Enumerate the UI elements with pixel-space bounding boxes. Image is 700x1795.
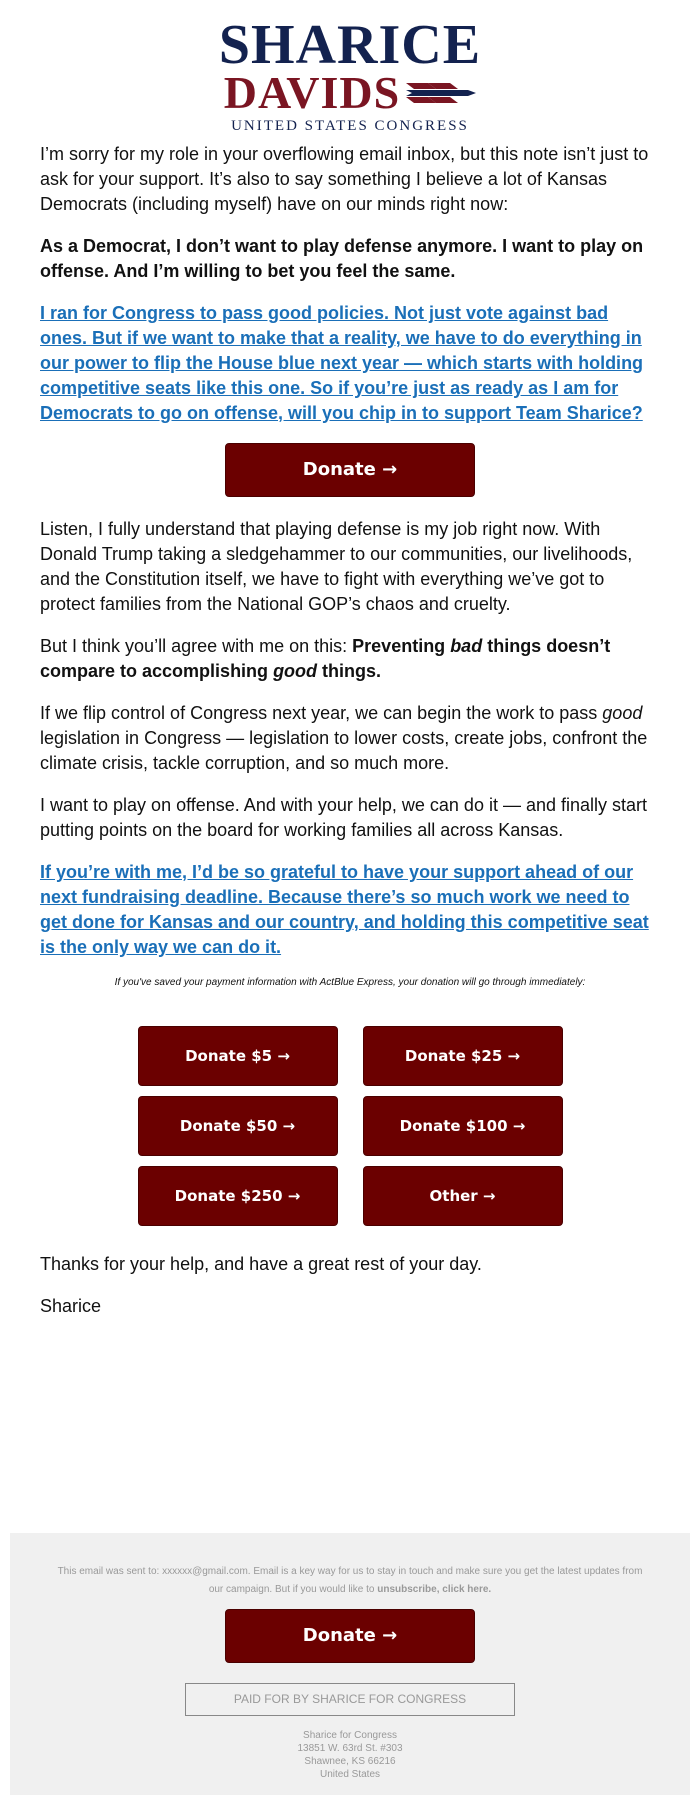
paragraph-offense: As a Democrat, I don’t want to play defense anymore. I want to play on offense. And I’m willing to bet you feel the same.: [40, 236, 644, 281]
paragraph-intro: I’m sorry for my role in your overflowing email inbox, but this note isn’t just to ask for your support. It’s also to say something I believe a lot of Kansas Democrats (including myself) have on our minds right now:: [40, 144, 649, 214]
logo-last-name: DAVIDS: [223, 67, 401, 118]
signature: Sharice: [40, 1296, 102, 1316]
donate-250-button[interactable]: Donate $250 →: [138, 1166, 338, 1226]
donate-100-button[interactable]: Donate $100 →: [363, 1096, 563, 1156]
paragraph-play-offense: I want to play on offense. And with your help, we can do it — and finally start putting points on the board for working families all across Kansas.: [40, 795, 648, 840]
logo-subtitle: UNITED STATES CONGRESS: [231, 118, 469, 134]
donate-other-button[interactable]: Other →: [363, 1166, 563, 1226]
unsubscribe-link[interactable]: unsubscribe, click here.: [377, 1584, 492, 1595]
chevron-arrows-icon: [406, 81, 476, 105]
campaign-logo: [0, 14, 700, 135]
email-footer: [10, 1533, 690, 1795]
paragraph-closing: Thanks for your help, and have a great rest of your day.: [40, 1254, 482, 1274]
recipient-email: xxxxxx@gmail.com: [162, 1566, 248, 1577]
donate-amount-grid: [40, 1026, 660, 1226]
mailing-address: Sharice for Congress 13851 W. 63rd St. #303 Shawnee, KS 66216 United States: [297, 1730, 403, 1780]
donate-25-button[interactable]: Donate $25 →: [363, 1026, 563, 1086]
paragraph-defense: Listen, I fully understand that playing defense is my job right now. With Donald Trump taking a sledgehammer to our communities, our livelihoods, and the Constitution itself, we have to fight with everything we’ve got to protect families from the National GOP’s chaos and cruelty.: [40, 519, 633, 614]
link-chip-in[interactable]: I ran for Congress to pass good policies. Not just vote against bad ones. But if we want to make that a reality, we have to do everything in our power to flip the House blue next year — which starts with holding competitive seats like this one. So if you’re just as ready as I am for Democrats to go on offense, will you chip in to support Team Sharice?: [40, 303, 644, 423]
logo-first-name: SHARICE: [218, 14, 482, 76]
donate-50-button[interactable]: Donate $50 →: [138, 1096, 338, 1156]
footer-disclaimer: This email was sent to: xxxxxx@gmail.com. Email is a key way for us to stay in touch and make sure you get the latest updates from our campaign. But if you would like to unsubscribe, click here.: [57, 1566, 643, 1595]
paragraph-agree: But I think you’ll agree with me on this: Preventing bad things doesn’t compare to accomplishing good things.: [40, 636, 611, 681]
paragraph-flip-congress: If we flip control of Congress next year, we can begin the work to pass good legislation in Congress — legislation to lower costs, create jobs, confront the climate crisis, tackle corruption, and so much more.: [40, 703, 648, 773]
donate-5-button[interactable]: Donate $5 →: [138, 1026, 338, 1086]
email-body: [40, 142, 660, 1336]
footer-donate-button[interactable]: Donate →: [225, 1609, 475, 1663]
donate-button[interactable]: Donate →: [225, 443, 475, 497]
paid-for-disclaimer: PAID FOR BY SHARICE FOR CONGRESS: [185, 1683, 515, 1716]
actblue-note: If you've saved your payment information with ActBlue Express, your donation will go through immediately:: [114, 977, 586, 988]
link-fundraising-deadline[interactable]: If you’re with me, I’d be so grateful to have your support ahead of our next fundraising deadline. Because there’s so much work we need to get done for Kansas and our country, and holding this competitive seat is the only way we can do it.: [40, 862, 649, 957]
